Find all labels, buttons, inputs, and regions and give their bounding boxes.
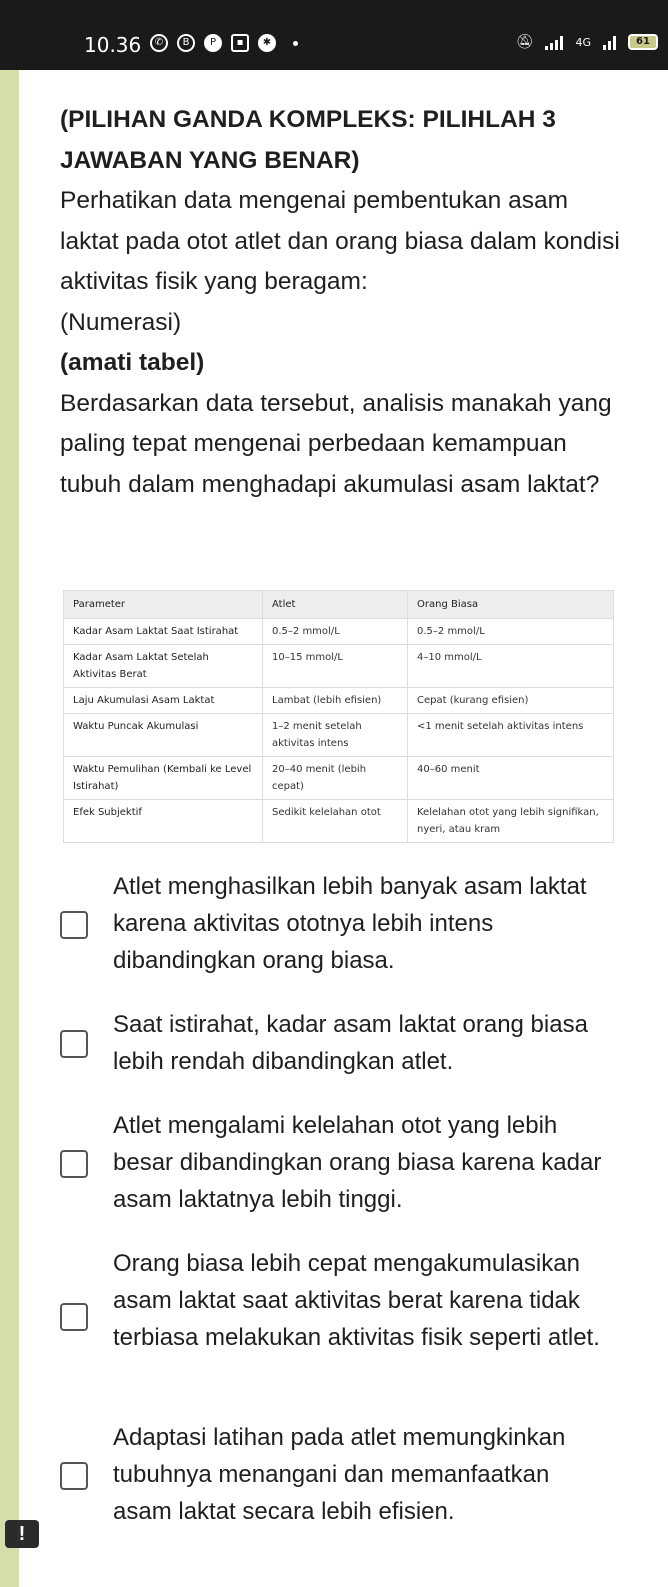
b-icon: B [177,34,195,52]
option-checkbox[interactable] [60,1150,88,1178]
table-cell: 40–60 menit [408,757,614,800]
table-header-cell: Parameter [64,591,263,619]
status-time: 10.36 [84,33,142,57]
status-bar [0,0,668,70]
table-cell: 1–2 menit setelah aktivitas intens [263,714,408,757]
snowflake-icon: ✱ [258,34,276,52]
table-row [64,619,614,645]
table-cell: Efek Subjektif [64,800,263,843]
pinterest-icon: P [204,34,222,52]
table-header-cell: Atlet [263,591,408,619]
notification-icons [150,34,298,52]
data-table [63,590,614,843]
table-cell: <1 menit setelah aktivitas intens [408,714,614,757]
table-cell: Waktu Puncak Akumulasi [64,714,263,757]
question-body [60,100,630,505]
question-prompt: Berdasarkan data tersebut, analisis manakah yang paling tepat mengenai perbedaan kemampuan tubuh dalam menghadapi akumulasi asam laktat? [60,389,612,498]
app-icon: ▪ [231,34,249,52]
more-notifications-icon [293,41,298,46]
data-table-container [63,590,614,846]
option-checkbox[interactable] [60,911,88,939]
table-cell: Waktu Pemulihan (Kembali ke Level Istirahat) [64,757,263,800]
table-row [64,800,614,843]
battery-icon [628,34,658,50]
option-checkbox[interactable] [60,1462,88,1490]
table-cell: Cepat (kurang efisien) [408,688,614,714]
table-row [64,645,614,688]
table-cell: 0.5–2 mmol/L [408,619,614,645]
network-type: 4G [575,35,591,49]
whatsapp-icon: ✆ [150,34,168,52]
option-label: Saat istirahat, kadar asam laktat orang biasa lebih rendah dibandingkan atlet. [113,1011,588,1075]
table-hint: (amati tabel) [60,349,205,376]
table-row [64,688,614,714]
table-cell: 4–10 mmol/L [408,645,614,688]
option-label: Orang biasa lebih cepat mengakumulasikan asam laktat saat aktivitas berat karena tidak terbiasa melakukan aktivitas fisik seperti atlet. [113,1250,600,1351]
table-row [64,757,614,800]
option-label: Adaptasi latihan pada atlet memungkinkan tubuhnya menangani dan memanfaatkan asam laktat secara lebih efisien. [113,1424,566,1525]
table-header-row [64,591,614,619]
table-cell: Kelelahan otot yang lebih signifikan, nyeri, atau kram [408,800,614,843]
table-header-cell: Orang Biasa [408,591,614,619]
question-category: (Numerasi) [60,308,182,336]
option-checkbox[interactable] [60,1303,88,1331]
system-icons [516,34,658,50]
alert-icon: ! [18,1523,26,1545]
table-cell: Kadar Asam Laktat Setelah Aktivitas Berat [64,645,263,688]
question-instruction: (PILIHAN GANDA KOMPLEKS: PILIHLAH 3 JAWABAN YANG BENAR) [60,106,556,174]
table-cell: 0.5–2 mmol/L [263,619,408,645]
signal-2-icon [603,34,616,50]
option-label: Atlet mengalami kelelahan otot yang lebih besar dibandingkan orang biasa karena kadar asam laktatnya lebih tinggi. [113,1112,602,1213]
question-intro: Perhatikan data mengenai pembentukan asam laktat pada otot atlet dan orang biasa dalam kondisi aktivitas fisik yang beragam: [60,187,620,295]
report-button[interactable] [5,1520,39,1548]
table-row [64,714,614,757]
option-checkbox[interactable] [60,1030,88,1058]
signal-icon [545,34,563,50]
left-accent-bar [0,70,19,1587]
table-cell: Kadar Asam Laktat Saat Istirahat [64,619,263,645]
table-cell: 10–15 mmol/L [263,645,408,688]
table-cell: Laju Akumulasi Asam Laktat [64,688,263,714]
alarm-off-icon: 🔕︎ [515,34,534,50]
table-cell: Lambat (lebih efisien) [263,688,408,714]
table-cell: 20–40 menit (lebih cepat) [263,757,408,800]
battery-level: 61 [636,36,650,47]
option-label: Atlet menghasilkan lebih banyak asam laktat karena aktivitas ototnya lebih intens dibandingkan orang biasa. [113,873,587,974]
table-cell: Sedikit kelelahan otot [263,800,408,843]
